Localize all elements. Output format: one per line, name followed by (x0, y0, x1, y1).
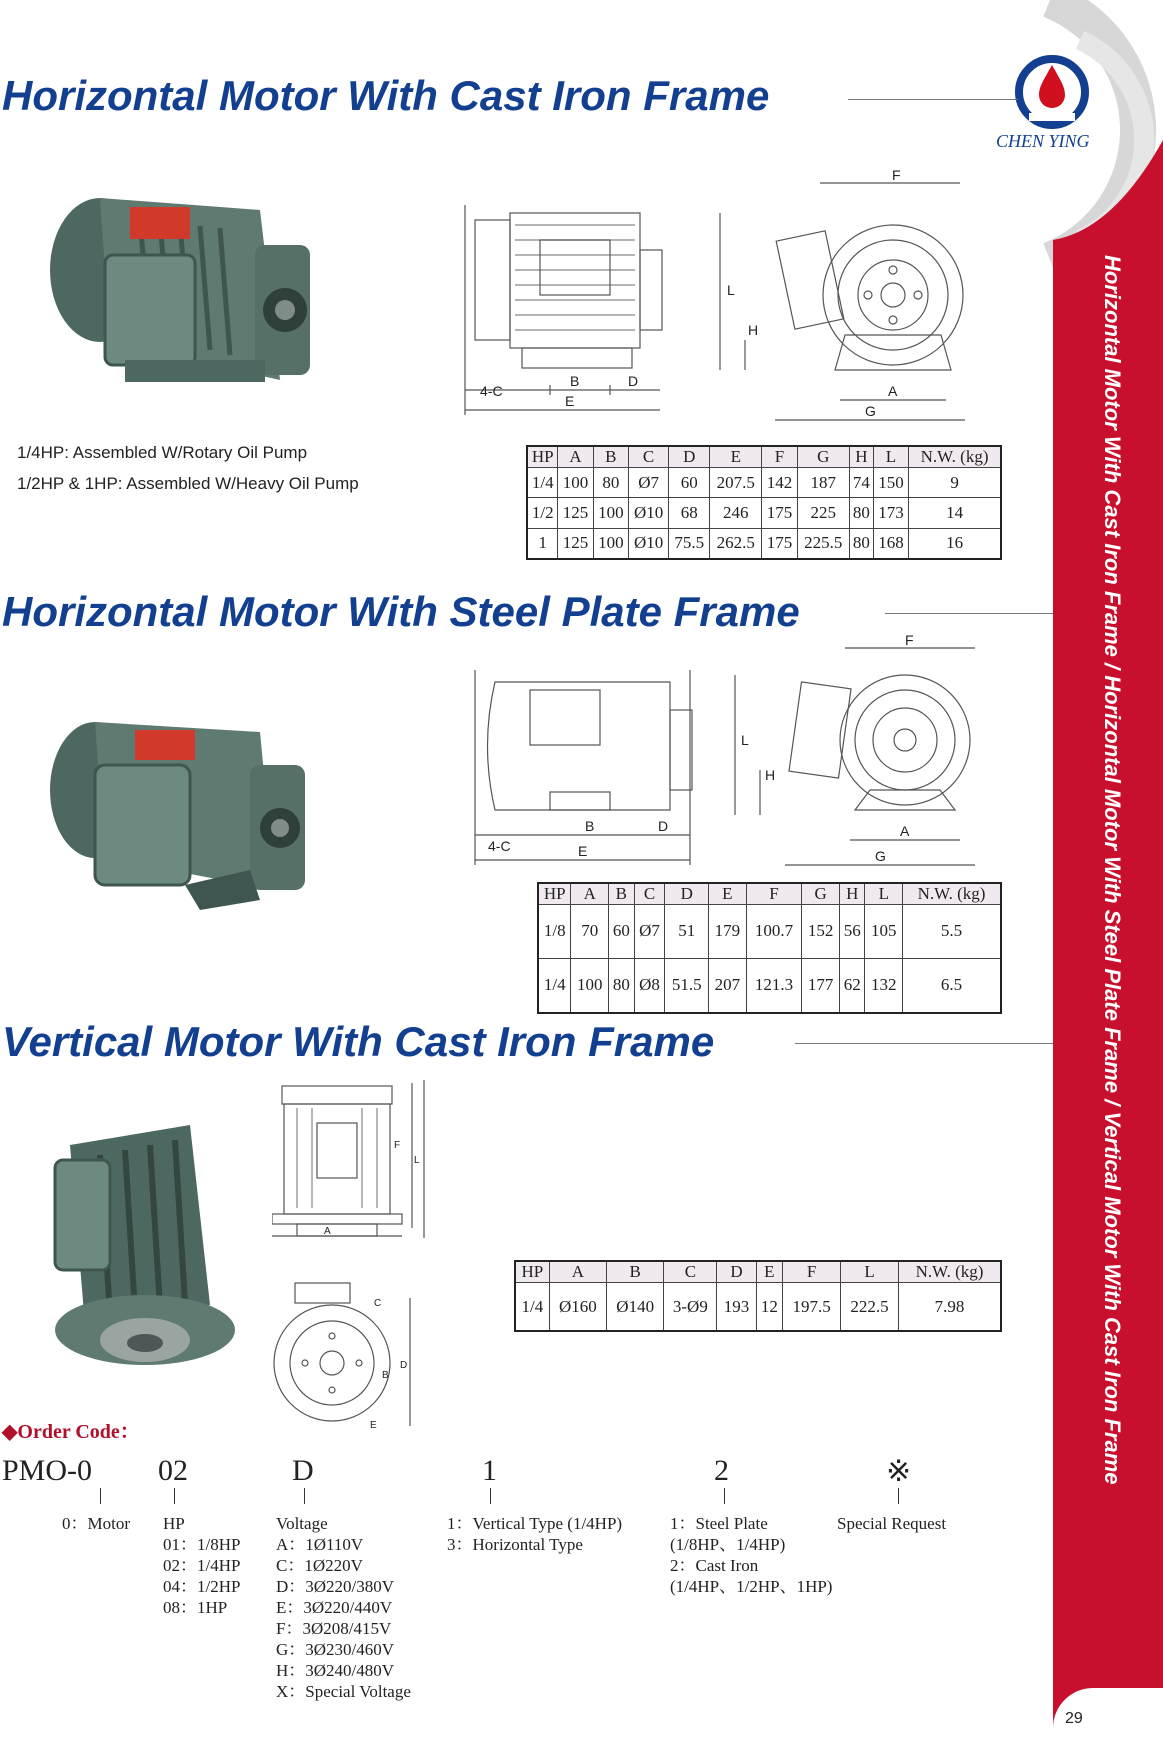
caption-line-2: 1/2HP & 1HP: Assembled W/Heavy Oil Pump (17, 474, 359, 493)
table-cell: 12 (756, 1283, 783, 1332)
label-d: D (628, 373, 639, 389)
table-header-cell: H (839, 883, 865, 905)
table-cell: 1/4 (538, 958, 571, 1013)
table-row (538, 958, 1001, 1013)
table-header-cell: G (802, 883, 840, 905)
table-cell: 80 (609, 958, 635, 1013)
table-cell: 225.5 (797, 528, 849, 559)
table-header-cell: A (571, 883, 609, 905)
table-cell: 152 (802, 905, 840, 959)
table-cell: Ø10 (628, 528, 668, 559)
table-cell: 121.3 (746, 958, 802, 1013)
label-b: B (570, 373, 580, 389)
table-header-cell: F (783, 1261, 841, 1283)
table-cell: 5.5 (903, 905, 1001, 959)
table-cell: 132 (865, 958, 903, 1013)
section-rule (795, 1043, 1053, 1044)
table-cell: 100 (558, 468, 593, 498)
label-e: E (578, 843, 588, 859)
order-code-line: A：1Ø110V (276, 1535, 364, 1554)
table-cell: 150 (873, 468, 908, 498)
table-cell: 1/2 (527, 498, 558, 528)
order-code-tick (724, 1488, 725, 1504)
table-cell: 207 (709, 958, 747, 1013)
page-number-text: 29 (1065, 1710, 1083, 1727)
table-header-cell: N.W. (kg) (899, 1261, 1001, 1283)
label-g: G (875, 848, 886, 864)
order-code-desc-frame (670, 1513, 832, 1597)
drawing-vertical-bottom (270, 1278, 430, 1438)
table-cell: 193 (717, 1283, 756, 1332)
table-header-cell: HP (515, 1261, 549, 1283)
table-header-cell: E (710, 446, 762, 468)
order-code-line: 1：Steel Plate (670, 1514, 768, 1533)
brand-name: CHEN YING (996, 131, 1090, 151)
page-number (1053, 1688, 1163, 1752)
table-header-cell: N.W. (kg) (909, 446, 1001, 468)
spec-table-steel-plate (537, 882, 1002, 1014)
table-header-cell: C (634, 883, 665, 905)
table-cell: 100.7 (746, 905, 802, 959)
section-title-vertical: Vertical Motor With Cast Iron Frame (2, 1018, 715, 1065)
table-header-row (527, 446, 1001, 468)
table-cell: 177 (802, 958, 840, 1013)
table-row (527, 498, 1001, 528)
table-header-cell: B (607, 1261, 664, 1283)
table-row (515, 1283, 1001, 1332)
table-cell: 16 (909, 528, 1001, 559)
table-cell: 1/4 (515, 1283, 549, 1332)
order-code-line: X：Special Voltage (276, 1682, 411, 1701)
table-header-cell: D (669, 446, 710, 468)
table-header-row (538, 883, 1001, 905)
table-header-cell: A (558, 446, 593, 468)
table-cell: 60 (609, 905, 635, 959)
table-cell: 207.5 (710, 468, 762, 498)
label-l: L (727, 282, 735, 298)
order-code-desc-motor (62, 1513, 130, 1534)
table-cell: 62 (839, 958, 865, 1013)
order-code-line: (1/4HP、1/2HP、1HP) (670, 1577, 833, 1596)
order-code-tick (174, 1488, 175, 1504)
order-code-part: 02 (158, 1454, 188, 1487)
label-e: E (370, 1420, 377, 1431)
label-f: F (394, 1140, 401, 1151)
order-code-part: 1 (482, 1454, 497, 1487)
order-code-line: G：3Ø230/460V (276, 1640, 395, 1659)
table-header-cell: B (609, 883, 635, 905)
table-cell: 262.5 (710, 528, 762, 559)
table-header-cell: HP (527, 446, 558, 468)
table-cell: 6.5 (903, 958, 1001, 1013)
order-code-desc-type (447, 1513, 622, 1555)
sidebar-title: Horizontal Motor With Cast Iron Frame / Horizontal Motor With Steel Plate Frame / Vertical Motor With Cast Iron Frame (1100, 255, 1125, 1485)
table-header-cell: F (746, 883, 802, 905)
table-cell: 100 (571, 958, 609, 1013)
order-code-line: 2：Cast Iron (670, 1556, 759, 1575)
table-header-cell: C (664, 1261, 717, 1283)
motor-photo-vertical (40, 1115, 245, 1380)
table-header-row (515, 1261, 1001, 1283)
order-code-line: 08：1HP (163, 1598, 228, 1617)
table-cell: Ø8 (634, 958, 665, 1013)
table-cell: Ø140 (607, 1283, 664, 1332)
label-a: A (324, 1226, 331, 1237)
label-h: H (748, 322, 759, 338)
drawing-vertical-side (272, 1078, 432, 1243)
table-cell: Ø7 (628, 468, 668, 498)
label-l: L (414, 1155, 420, 1166)
label-h: H (765, 767, 776, 783)
order-code-desc-special (837, 1513, 946, 1534)
table-cell: 105 (865, 905, 903, 959)
order-code-line: D：3Ø220/380V (276, 1577, 395, 1596)
order-code-part: ※ (886, 1455, 912, 1488)
table-header-cell: L (841, 1261, 899, 1283)
table-cell: 7.98 (899, 1283, 1001, 1332)
order-code-title: ◆Order Code： (2, 1421, 140, 1443)
table-cell: 222.5 (841, 1283, 899, 1332)
table-header-cell: A (549, 1261, 606, 1283)
table-cell: 51 (665, 905, 709, 959)
order-code-desc-hp (163, 1513, 240, 1618)
order-code-tick (100, 1488, 101, 1504)
table-cell: 56 (839, 905, 865, 959)
table-cell: 1/4 (527, 468, 558, 498)
table-header-cell: B (593, 446, 628, 468)
label-c: C (374, 1298, 382, 1309)
table-cell: 175 (762, 528, 797, 559)
order-code-line: C：1Ø220V (276, 1556, 363, 1575)
order-code-tick (490, 1488, 491, 1504)
table-cell: 246 (710, 498, 762, 528)
table-cell: Ø160 (549, 1283, 606, 1332)
table-cell: 14 (909, 498, 1001, 528)
spec-table-vertical (514, 1260, 1002, 1332)
order-code-tick (304, 1488, 305, 1504)
order-code-line: 02：1/4HP (163, 1556, 241, 1575)
table-header-cell: D (665, 883, 709, 905)
table-cell: 80 (593, 468, 628, 498)
order-code-line: 1：Vertical Type (1/4HP) (447, 1514, 623, 1533)
label-a: A (900, 823, 910, 839)
table-cell: 100 (593, 498, 628, 528)
table-cell: 74 (849, 468, 873, 498)
table-header-cell: H (849, 446, 873, 468)
drawing-steel-plate-front (725, 630, 985, 870)
label-4c: 4-C (480, 383, 503, 399)
order-code-line: Voltage (276, 1514, 328, 1533)
label-f: F (905, 632, 914, 648)
table-cell: 9 (909, 468, 1001, 498)
table-cell: 70 (571, 905, 609, 959)
label-l: L (741, 732, 749, 748)
table-cell: 173 (873, 498, 908, 528)
section-title-steel-plate: Horizontal Motor With Steel Plate Frame (2, 588, 800, 635)
label-b: B (585, 818, 595, 834)
table-header-cell: F (762, 446, 797, 468)
table-cell: 3-Ø9 (664, 1283, 717, 1332)
table-cell: Ø10 (628, 498, 668, 528)
order-code-line: HP (163, 1514, 185, 1533)
table-cell: 225 (797, 498, 849, 528)
order-code-line: H：3Ø240/480V (276, 1661, 395, 1680)
table-row (527, 468, 1001, 498)
order-code-line: 0：Motor (62, 1514, 130, 1533)
table-header-cell: E (756, 1261, 783, 1283)
order-code-tick (898, 1488, 899, 1504)
chen-ying-logo-icon (1015, 55, 1090, 130)
order-code-line: Special Request (837, 1514, 947, 1533)
table-cell: 60 (669, 468, 710, 498)
label-d: D (658, 818, 669, 834)
table-cell: 80 (849, 528, 873, 559)
table-header-cell: L (865, 883, 903, 905)
table-cell: 125 (558, 498, 593, 528)
table-cell: 168 (873, 528, 908, 559)
caption-line-1: 1/4HP: Assembled W/Rotary Oil Pump (17, 443, 308, 462)
order-code-part: PMO-0 (2, 1454, 93, 1487)
table-cell: 125 (558, 528, 593, 559)
table-cell: 68 (669, 498, 710, 528)
section-rule (885, 613, 1053, 614)
order-code-line: 3：Horizontal Type (447, 1535, 583, 1554)
table-cell: 142 (762, 468, 797, 498)
table-cell: 197.5 (783, 1283, 841, 1332)
order-code-line: 04：1/2HP (163, 1577, 241, 1596)
table-cell: 175 (762, 498, 797, 528)
table-header-cell: E (709, 883, 747, 905)
table-cell: 179 (709, 905, 747, 959)
label-g: G (865, 403, 876, 419)
table-cell: 1/8 (538, 905, 571, 959)
order-code-desc-voltage (276, 1513, 411, 1702)
label-b: B (382, 1370, 389, 1381)
table-header-cell: C (628, 446, 668, 468)
order-code-line: F：3Ø208/415V (276, 1619, 392, 1638)
table-header-cell: G (797, 446, 849, 468)
spec-table-cast-iron (526, 445, 1002, 560)
label-a: A (888, 383, 898, 399)
order-code-line: (1/8HP、1/4HP) (670, 1535, 786, 1554)
table-cell: 187 (797, 468, 849, 498)
table-header-cell: N.W. (kg) (903, 883, 1001, 905)
motor-photo-cast-iron (30, 185, 330, 410)
table-cell: 100 (593, 528, 628, 559)
label-d: D (400, 1360, 408, 1371)
table-header-cell: L (873, 446, 908, 468)
table-cell: Ø7 (634, 905, 665, 959)
table-cell: 1 (527, 528, 558, 559)
table-cell: 75.5 (669, 528, 710, 559)
table-cell: 51.5 (665, 958, 709, 1013)
order-code-part: D (292, 1454, 314, 1487)
label-e: E (565, 393, 575, 409)
label-4c: 4-C (488, 838, 511, 854)
order-code-line: E：3Ø220/440V (276, 1598, 393, 1617)
motor-photo-steel-plate (35, 710, 320, 915)
order-code-part: 2 (714, 1454, 729, 1487)
table-header-cell: D (717, 1261, 756, 1283)
table-row (538, 905, 1001, 959)
table-cell: 80 (849, 498, 873, 528)
table-header-cell: HP (538, 883, 571, 905)
label-f: F (892, 167, 901, 183)
order-code-line: 01：1/8HP (163, 1535, 241, 1554)
drawing-cast-iron-front (715, 165, 975, 425)
section-rule (848, 99, 1018, 100)
section-title-cast-iron: Horizontal Motor With Cast Iron Frame (2, 72, 770, 119)
table-row (527, 528, 1001, 559)
